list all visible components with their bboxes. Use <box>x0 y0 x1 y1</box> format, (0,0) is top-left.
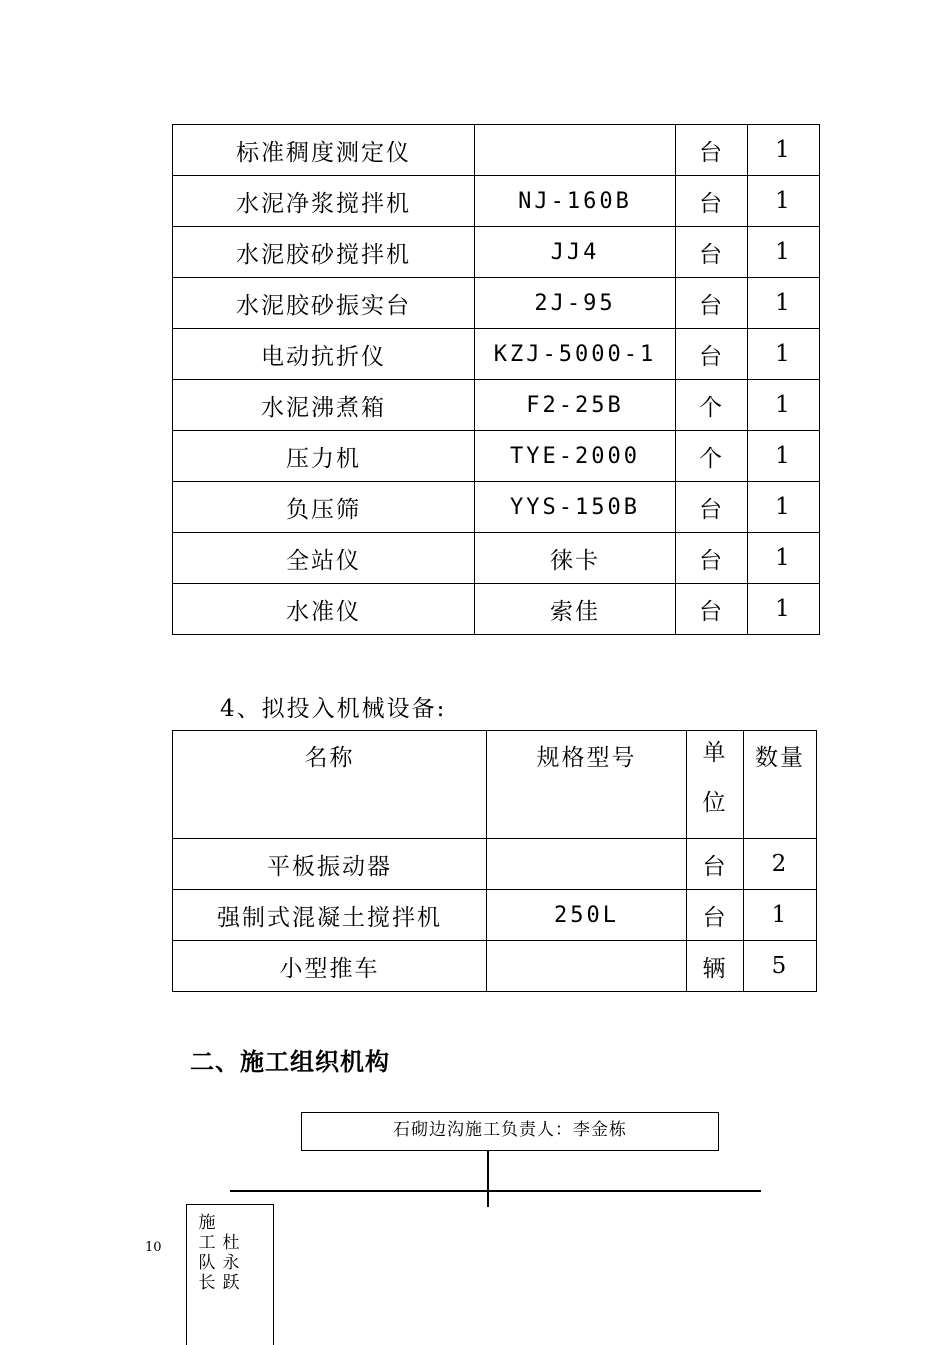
equipment-qty: 1 <box>748 329 820 380</box>
machine-qty: 5 <box>744 941 817 992</box>
equipment-name: 全站仪 <box>173 533 475 584</box>
table-row <box>173 278 820 329</box>
table-row <box>173 227 820 278</box>
equipment-model: JJ4 <box>475 227 676 278</box>
header-unit <box>687 731 744 839</box>
equipment-qty: 1 <box>748 584 820 635</box>
equipment-unit: 台 <box>676 227 748 278</box>
equipment-model: TYE-2000 <box>475 431 676 482</box>
equipment-name: 水泥净浆搅拌机 <box>173 176 475 227</box>
header-model: 规格型号 <box>487 731 687 839</box>
org-leader-box: 石砌边沟施工负责人：李金栋 <box>301 1112 719 1151</box>
equipment-unit: 台 <box>676 533 748 584</box>
equipment-name: 标准稠度测定仪 <box>173 125 475 176</box>
machine-model: 250L <box>487 890 687 941</box>
section-title: 二、施工组织机构 <box>190 1048 390 1076</box>
table-row <box>173 941 817 992</box>
machine-qty: 1 <box>744 890 817 941</box>
org-connector-vertical <box>487 1150 489 1207</box>
equipment-qty: 1 <box>748 278 820 329</box>
equipment-model: F2-25B <box>475 380 676 431</box>
machine-qty: 2 <box>744 839 817 890</box>
table-row <box>173 584 820 635</box>
machine-name: 强制式混凝土搅拌机 <box>173 890 487 941</box>
table-row <box>173 380 820 431</box>
header-unit-line1: 单 <box>702 740 728 766</box>
equipment-unit: 个 <box>676 431 748 482</box>
table-row <box>173 890 817 941</box>
machine-unit: 辆 <box>687 941 744 992</box>
equipment-unit: 台 <box>676 329 748 380</box>
equipment-name: 电动抗折仪 <box>173 329 475 380</box>
machine-unit: 台 <box>687 890 744 941</box>
equipment-name: 负压筛 <box>173 482 475 533</box>
header-name: 名称 <box>173 731 487 839</box>
instrument-table <box>172 124 820 635</box>
machine-unit: 台 <box>687 839 744 890</box>
equipment-model: 徕卡 <box>475 533 676 584</box>
equipment-model <box>475 125 676 176</box>
org-connector-horizontal <box>230 1190 761 1192</box>
equipment-unit: 台 <box>676 125 748 176</box>
equipment-model: KZJ-5000-1 <box>475 329 676 380</box>
equipment-name: 水泥胶砂搅拌机 <box>173 227 475 278</box>
header-unit-line2: 位 <box>702 790 728 816</box>
table-row <box>173 533 820 584</box>
equipment-qty: 1 <box>748 227 820 278</box>
equipment-model: NJ-160B <box>475 176 676 227</box>
org-captain-box <box>186 1204 274 1345</box>
machine-name: 小型推车 <box>173 941 487 992</box>
header-qty: 数量 <box>744 731 817 839</box>
equipment-qty: 1 <box>748 380 820 431</box>
equipment-unit: 个 <box>676 380 748 431</box>
table-row <box>173 431 820 482</box>
machine-model <box>487 941 687 992</box>
equipment-model: YYS-150B <box>475 482 676 533</box>
equipment-unit: 台 <box>676 584 748 635</box>
machinery-table <box>172 730 817 992</box>
equipment-unit: 台 <box>676 482 748 533</box>
equipment-qty: 1 <box>748 533 820 584</box>
equipment-qty: 1 <box>748 176 820 227</box>
equipment-qty: 1 <box>748 125 820 176</box>
captain-title: 施工队长 <box>198 1213 216 1293</box>
equipment-unit: 台 <box>676 278 748 329</box>
equipment-unit: 台 <box>676 176 748 227</box>
machine-model <box>487 839 687 890</box>
equipment-model: 2J-95 <box>475 278 676 329</box>
page-number: 10 <box>145 1240 162 1255</box>
table-row <box>173 839 817 890</box>
table-header-row <box>173 731 817 839</box>
table-row <box>173 125 820 176</box>
machinery-intro: 4、拟投入机械设备: <box>220 696 447 722</box>
equipment-name: 压力机 <box>173 431 475 482</box>
table-row <box>173 329 820 380</box>
equipment-qty: 1 <box>748 431 820 482</box>
machine-name: 平板振动器 <box>173 839 487 890</box>
table-row <box>173 176 820 227</box>
equipment-name: 水泥胶砂振实台 <box>173 278 475 329</box>
captain-name: 杜永跃 <box>222 1233 240 1293</box>
equipment-name: 水泥沸煮箱 <box>173 380 475 431</box>
equipment-qty: 1 <box>748 482 820 533</box>
table-row <box>173 482 820 533</box>
equipment-model: 索佳 <box>475 584 676 635</box>
equipment-name: 水准仪 <box>173 584 475 635</box>
